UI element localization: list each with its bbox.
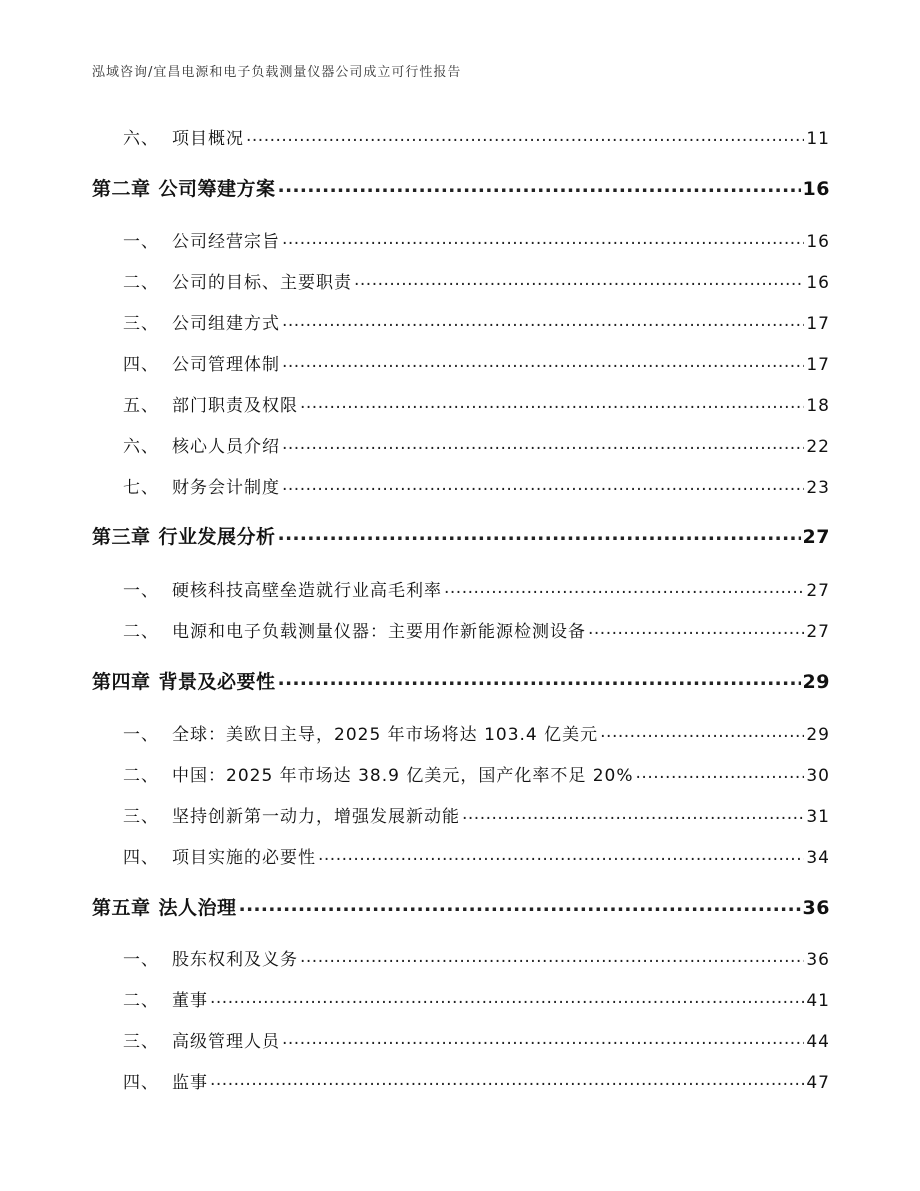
toc-entry-page: 23	[806, 478, 830, 498]
toc-entry[interactable]	[92, 945, 830, 970]
toc-dot-leader	[444, 579, 804, 596]
toc-entry[interactable]	[92, 391, 830, 416]
toc-chapter-page: 36	[802, 897, 830, 919]
toc-chapter-title: 公司筹建方案	[158, 178, 276, 200]
toc-chapter-number: 第五章	[92, 897, 151, 919]
toc-entry-title: 公司管理体制	[172, 355, 280, 375]
toc-entry-number: 四、	[123, 1073, 159, 1093]
toc-chapter-page: 27	[802, 526, 830, 548]
toc-entry-number: 六、	[123, 437, 159, 457]
toc-entry[interactable]	[92, 617, 830, 642]
toc-entry-number: 一、	[123, 581, 159, 601]
toc-entry[interactable]	[92, 986, 830, 1011]
toc-dot-leader	[300, 394, 804, 411]
toc-entry-title: 项目实施的必要性	[172, 848, 316, 868]
toc-entry-page: 17	[806, 355, 830, 375]
toc-entry[interactable]	[92, 309, 830, 334]
toc-entry-page: 31	[806, 807, 830, 827]
toc-entry-title: 股东权利及义务	[172, 950, 298, 970]
page-header: 泓域咨询/宜昌电源和电子负载测量仪器公司成立可行性报告	[92, 65, 462, 80]
toc-dot-leader	[239, 895, 801, 914]
toc-entry-page: 27	[806, 622, 830, 642]
toc-entry-page: 34	[806, 848, 830, 868]
toc-entry-page: 11	[806, 129, 830, 149]
toc-entry-title: 坚持创新第一动力，增强发展新动能	[172, 807, 460, 827]
toc-chapter-page: 16	[802, 178, 830, 200]
toc-entry[interactable]	[92, 843, 830, 868]
toc-entry-page: 27	[806, 581, 830, 601]
toc-entry-number: 一、	[123, 950, 159, 970]
toc-entry-page: 36	[806, 950, 830, 970]
toc-dot-leader	[282, 353, 804, 370]
toc-entry-title: 监事	[172, 1073, 208, 1093]
toc-entry-title: 董事	[172, 991, 208, 1011]
toc-chapter-page: 29	[802, 671, 830, 693]
toc-entry-title: 部门职责及权限	[172, 396, 298, 416]
toc-dot-leader	[462, 805, 804, 822]
toc-entry-title: 中国：2025 年市场达 38.9 亿美元，国产化率不足 20%	[172, 766, 634, 786]
toc-chapter-number: 第四章	[92, 671, 151, 693]
toc-dot-leader	[600, 723, 804, 740]
toc-entry[interactable]	[92, 1068, 830, 1093]
toc-dot-leader	[278, 176, 801, 195]
toc-entry-title: 全球：美欧日主导，2025 年市场将达 103.4 亿美元	[172, 725, 599, 745]
toc-chapter-title: 行业发展分析	[158, 526, 276, 548]
toc-dot-leader	[278, 524, 801, 543]
toc-entry-page: 47	[806, 1073, 830, 1093]
toc-entry[interactable]	[92, 124, 830, 149]
toc-entry-page: 16	[806, 232, 830, 252]
toc-entry[interactable]	[92, 761, 830, 786]
toc-entry-title: 核心人员介绍	[172, 437, 280, 457]
toc-entry-title: 高级管理人员	[172, 1032, 280, 1052]
toc-entry-page: 18	[806, 396, 830, 416]
toc-entry-number: 七、	[123, 478, 159, 498]
toc-entry[interactable]	[92, 802, 830, 827]
toc-chapter-number: 第三章	[92, 526, 151, 548]
toc-entry-title: 公司组建方式	[172, 314, 280, 334]
toc-entry[interactable]	[92, 1027, 830, 1052]
toc-entry-page: 22	[806, 437, 830, 457]
toc-dot-leader	[210, 1071, 804, 1088]
toc-chapter[interactable]	[92, 893, 830, 920]
toc-entry-title: 电源和电子负载测量仪器：主要用作新能源检测设备	[172, 622, 586, 642]
toc-chapter-title: 背景及必要性	[158, 671, 276, 693]
toc-dot-leader	[300, 948, 804, 965]
toc-entry-number: 二、	[123, 273, 159, 293]
toc-entry-title: 财务会计制度	[172, 478, 280, 498]
toc-chapter[interactable]	[92, 174, 830, 201]
toc-entry-number: 一、	[123, 725, 159, 745]
toc-entry-number: 四、	[123, 355, 159, 375]
toc-dot-leader	[282, 312, 804, 329]
toc-dot-leader	[318, 846, 804, 863]
toc-entry-title: 项目概况	[172, 129, 244, 149]
toc-entry[interactable]	[92, 432, 830, 457]
toc-entry-number: 三、	[123, 314, 159, 334]
toc-entry-page: 17	[806, 314, 830, 334]
toc-entry-page: 44	[806, 1032, 830, 1052]
toc-dot-leader	[282, 435, 804, 452]
toc-entry-page: 29	[806, 725, 830, 745]
toc-entry-number: 二、	[123, 766, 159, 786]
toc-chapter[interactable]	[92, 667, 830, 694]
toc-dot-leader	[282, 476, 804, 493]
toc-dot-leader	[588, 620, 804, 637]
toc-entry-title: 硬核科技高壁垒造就行业高毛利率	[172, 581, 442, 601]
toc-dot-leader	[282, 230, 804, 247]
toc-entry[interactable]	[92, 227, 830, 252]
toc-dot-leader	[246, 127, 804, 144]
toc-entry-number: 二、	[123, 991, 159, 1011]
toc-entry[interactable]	[92, 576, 830, 601]
toc-dot-leader	[636, 764, 805, 781]
toc-dot-leader	[282, 1030, 804, 1047]
toc-entry-number: 一、	[123, 232, 159, 252]
toc-chapter-title: 法人治理	[158, 897, 237, 919]
toc-entry[interactable]	[92, 350, 830, 375]
toc-entry-number: 六、	[123, 129, 159, 149]
toc-dot-leader	[278, 669, 801, 688]
toc-entry-number: 二、	[123, 622, 159, 642]
toc-chapter-number: 第二章	[92, 178, 151, 200]
toc-dot-leader	[210, 989, 804, 1006]
toc-entry[interactable]	[92, 268, 830, 293]
toc-entry-number: 三、	[123, 807, 159, 827]
toc-dot-leader	[354, 271, 804, 288]
toc-entry-title: 公司经营宗旨	[172, 232, 280, 252]
toc-entry-number: 四、	[123, 848, 159, 868]
toc-entry-number: 三、	[123, 1032, 159, 1052]
toc-entry-number: 五、	[123, 396, 159, 416]
toc-entry[interactable]	[92, 473, 830, 498]
toc-chapter[interactable]	[92, 522, 830, 549]
toc-entry-page: 41	[806, 991, 830, 1011]
toc-entry-title: 公司的目标、主要职责	[172, 273, 352, 293]
toc-entry-page: 16	[806, 273, 830, 293]
toc-entry[interactable]	[92, 720, 830, 745]
toc-entry-page: 30	[806, 766, 830, 786]
